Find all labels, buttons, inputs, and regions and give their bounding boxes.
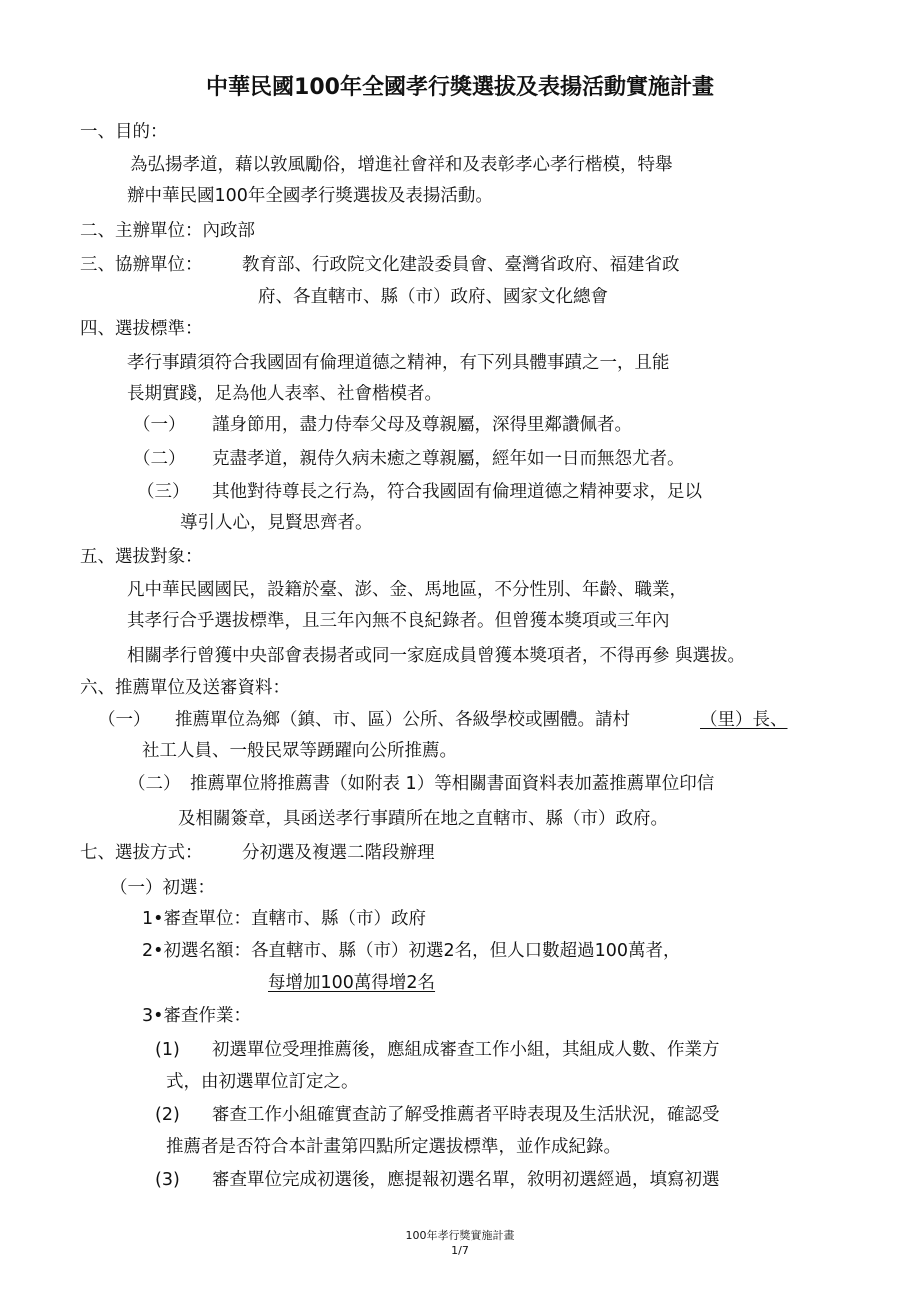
paragraph-line: 分初選及複選二階段辦理 [242,843,435,863]
section-heading-eligibility: 五、選拔對象： [80,547,203,567]
list-marker: (2) [155,1105,180,1125]
list-item-text: 推薦單位將推薦書（如附表 1）等相關書面資料表加蓋推薦單位印信 [190,774,715,794]
section-heading-criteria: 四、選拔標準： [80,319,203,339]
list-item-text: 1•審查單位：直轄市、縣（市）政府 [142,909,426,929]
footer-page-number: 1/7 [451,1244,469,1257]
paragraph-line: 其孝行合乎選拔標準，且三年內無不良紀錄者。但曾獲本獎項或三年內 [127,611,670,631]
list-marker: (1) [155,1040,180,1060]
list-item-text: 式，由初選單位訂定之。 [166,1072,359,1092]
paragraph-line: 府、各直轄市、縣（市）政府、國家文化總會 [258,287,608,307]
list-marker: （二） [133,449,186,469]
list-item-text: 導引人心，見賢思齊者。 [180,513,373,533]
footer-doc-name: 100年孝行獎實施計畫 [405,1229,515,1242]
list-item-text: 謹身節用，盡力侍奉父母及尊親屬，深得里鄰讚佩者。 [212,415,632,435]
list-marker: （三） [137,482,190,502]
paragraph-line: 孝行事蹟須符合我國固有倫理道德之精神，有下列具體事蹟之一，且能 [127,353,670,373]
list-marker: （一） [133,415,186,435]
list-item-text: 3•審查作業： [142,1006,251,1026]
section-heading-purpose: 一、目的： [80,122,168,142]
list-marker: （一） [98,710,151,730]
paragraph-line: 辦中華民國100年全國孝行獎選拔及表揚活動。 [127,186,493,206]
list-item-text: 初選單位受理推薦後，應組成審查工作小組，其組成人數、作業方 [212,1040,720,1060]
list-item-text-underlined: （里）長、 [700,710,788,730]
section-heading-organizer: 二、主辦單位：內政部 [80,221,255,241]
section-heading-nomination: 六、推薦單位及送審資料： [80,678,290,698]
section-heading-method: 七、選拔方式： [80,843,203,863]
list-item-text: 2•初選名額：各直轄市、縣（市）初選2名，但人口數超過100萬者， [142,941,681,961]
list-marker: （二） [128,774,181,794]
section-heading-co-organizer: 三、協辦單位： [80,255,203,275]
list-marker: (3) [155,1170,180,1190]
paragraph-line: 教育部、行政院文化建設委員會、臺灣省政府、福建省政 [242,255,680,275]
list-item-text: 克盡孝道，親侍久病未癒之尊親屬，經年如一日而無怨尤者。 [212,449,685,469]
list-item-text: 推薦單位為鄉（鎮、市、區）公所、各級學校或團體。請村 [175,710,630,730]
list-item-text: 推薦者是否符合本計畫第四點所定選拔標準，並作成紀錄。 [166,1137,621,1157]
list-item-text: 審查工作小組確實查訪了解受推薦者平時表現及生活狀況，確認受 [212,1105,720,1125]
paragraph-line: 凡中華民國國民，設籍於臺、澎、金、馬地區，不分性別、年齡、職業， [127,580,687,600]
list-item-text: 其他對待尊長之行為，符合我國固有倫理道德之精神要求，足以 [212,482,702,502]
list-item-text: 審查單位完成初選後，應提報初選名單，敘明初選經過，填寫初選 [212,1170,720,1190]
list-item-text-underlined: 每增加100萬得增2名 [268,973,436,993]
paragraph-line: 長期實踐，足為他人表率、社會楷模者。 [127,384,442,404]
list-item-text: 及相關簽章，具函送孝行事蹟所在地之直轄市、縣（市）政府。 [178,809,668,829]
document-title: 中華民國100年全國孝行獎選拔及表揚活動實施計畫 [206,75,714,100]
paragraph-line: 為弘揚孝道，藉以敦風勵俗，增進社會祥和及表彰孝心孝行楷模，特舉 [130,155,673,175]
list-item-text: 社工人員、一般民眾等踴躍向公所推薦。 [142,741,457,761]
paragraph-line: 相關孝行曾獲中央部會表揚者或同一家庭成員曾獲本獎項者，不得再參 與選拔。 [127,646,746,666]
subsection-heading: （一）初選： [110,878,215,898]
